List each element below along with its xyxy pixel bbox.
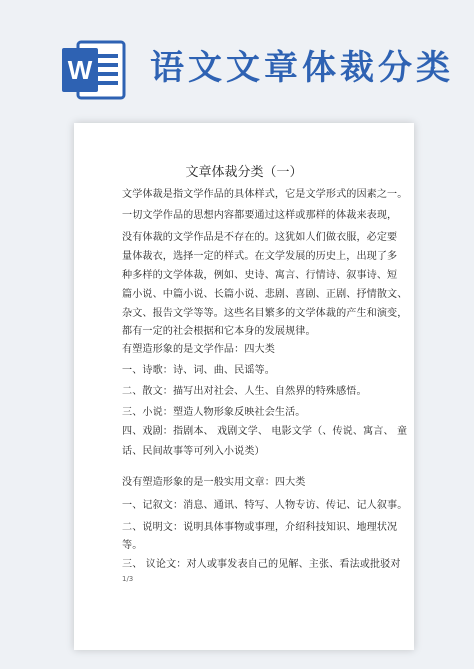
paragraph-line: 杂文、报告文学等等。这些名目繁多的文学体裁的产生和演变， [122,308,408,319]
list-item: 一、诗歌：诗、词、曲、民谣等。 [122,365,275,376]
paragraph-line: 文学体裁是指文学作品的具体样式，它是文学形式的因素之一。 [122,189,408,200]
document-title: 文章体裁分类（一） [185,165,303,180]
paragraph-line: 没有体裁的文学作品是不存在的。这犹如人们做衣服，必定要 [122,232,398,243]
paragraph-line: 量体裁衣，选择一定的样式。在文学发展的历史上，出现了多 [122,251,398,262]
list-item: 三、 议论文：对人或事发表自己的见解、主张、看法或批驳对 [122,559,401,570]
banner-title: 语文文章体裁分类 [150,48,454,88]
section-heading: 有塑造形象的是文学作品：四大类 [122,344,275,355]
paragraph-line: 一切文学作品的思想内容都要通过这样或那样的体裁来表现， [122,210,398,221]
section-heading: 没有塑造形象的是一般实用文章：四大类 [122,477,306,488]
list-item: 三、小说：塑造人物形象反映社会生活。 [122,407,306,418]
banner [0,0,474,118]
document-page [74,123,414,650]
list-item: 一、记叙文：消息、通讯、特写、人物专访、传记、记人叙事。 [122,500,408,511]
list-item: 等。 [122,540,143,551]
paragraph-line: 都有一定的社会根据和它本身的发展规律。 [122,326,316,337]
paragraph-line: 篇小说、中篇小说、长篇小说、悲剧、喜剧、正剧、抒情散文、 [122,289,408,300]
paragraph-line: 种多样的文学体裁，例如、史诗、寓言、行情诗、叙事诗、短 [122,270,398,281]
list-item: 话、民间故事等可列入小说类） [122,446,265,457]
list-item: 二、散文：描写出对社会、人生、自然界的特殊感悟。 [122,386,367,397]
list-item: 二、说明文：说明具体事物或事理，介绍科技知识、地理状况 [122,522,398,533]
svg-text:W: W [67,55,93,85]
list-item: 四、戏剧：指剧本、 戏剧文学、 电影文学（、传说、寓言、 童 [122,426,408,437]
page-number: 1/3 [122,575,134,583]
word-icon [60,38,126,102]
